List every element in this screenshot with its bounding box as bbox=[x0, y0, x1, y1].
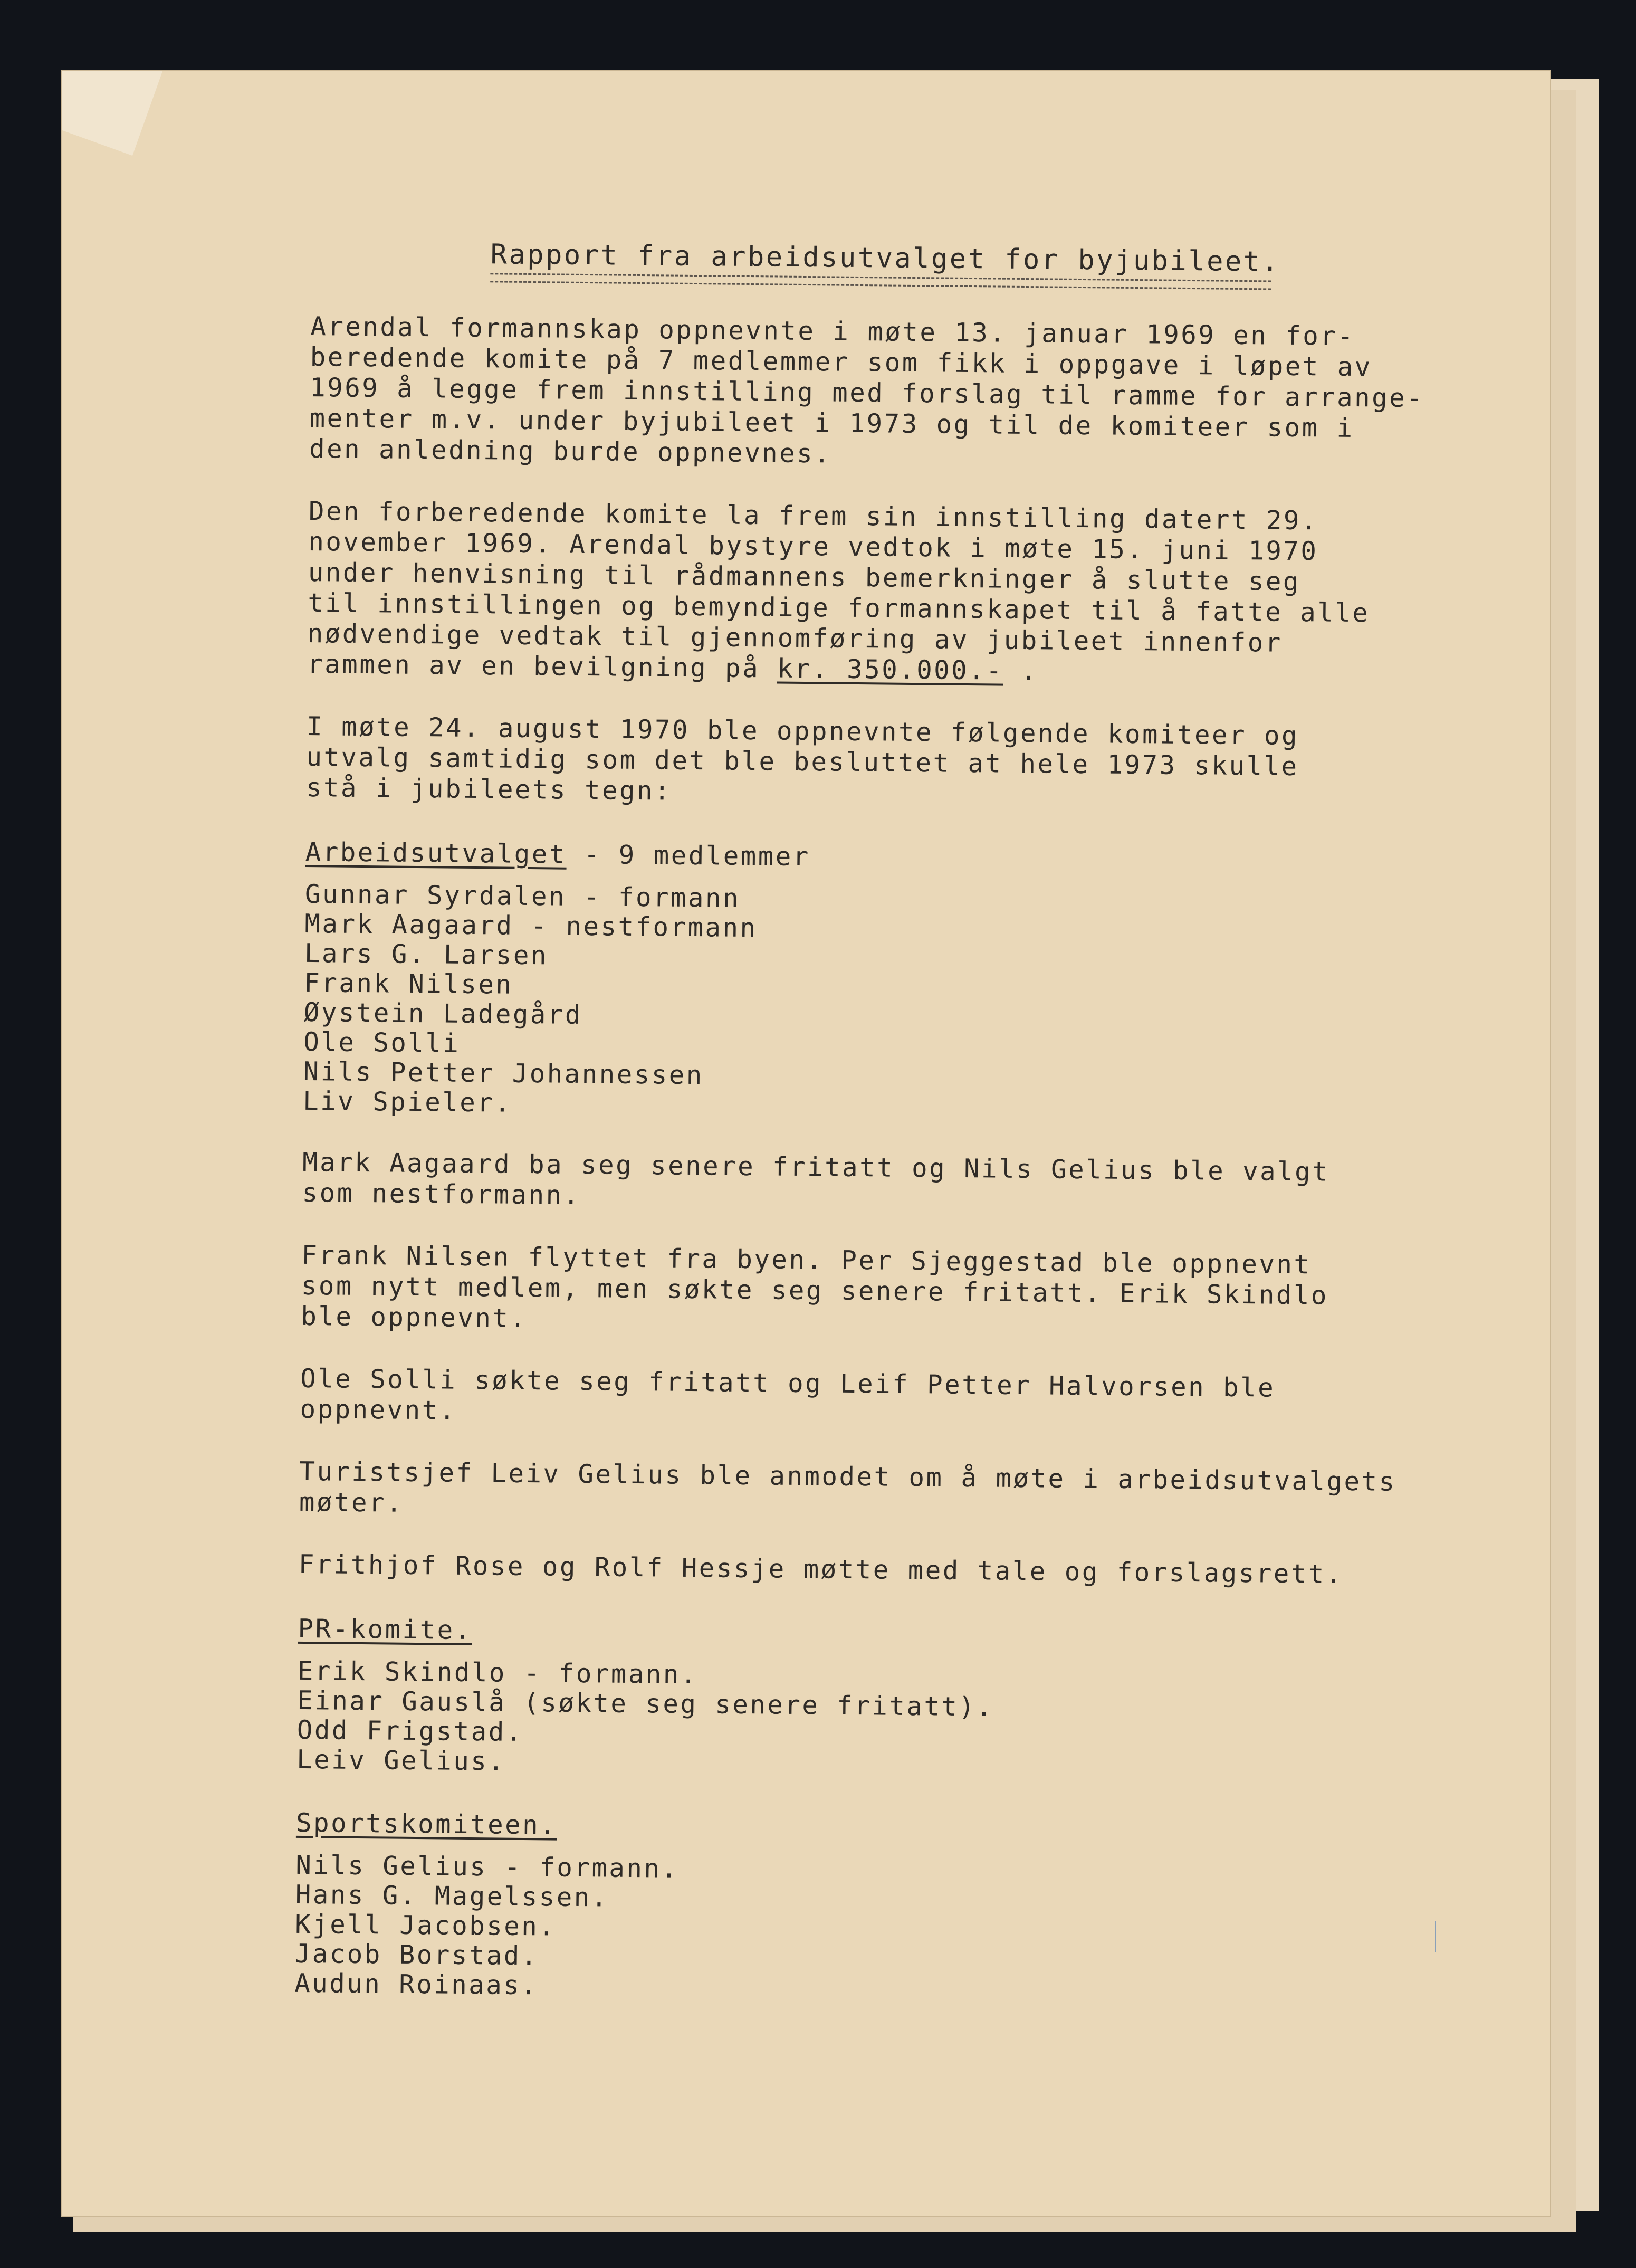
member-item: Ole Solli bbox=[303, 1026, 461, 1059]
paragraph-turistsjef: Turistsjef Leiv Gelius ble anmodet om å møte i arbeidsutvalgets møter. bbox=[299, 1456, 1396, 1518]
member-item: Erik Skindlo - formann. bbox=[297, 1655, 699, 1690]
pr-komite-members bbox=[296, 1656, 1485, 1786]
member-item: Leiv Gelius. bbox=[296, 1744, 506, 1777]
paragraph-proposal-text: Den forberedende komite la frem sin innstilling datert 29. november 1969. Arendal bystyre vedtok i møte 15. juni 1970 under henvisning til rådmannens bemerkninger å slutte seg til innstillingen og bemyndige formannskapet til å fatte alle nødvendige vedtak til gjennomføring av jubileet innenfor rammen av en bevilgning på bbox=[307, 495, 1370, 684]
member-item: Einar Gauslå (søkte seg senere fritatt). bbox=[297, 1685, 994, 1722]
member-item: Nils Petter Johannessen bbox=[303, 1056, 704, 1091]
member-item: Frank Nilsen bbox=[304, 967, 513, 1000]
budget-amount: kr. 350.000.- bbox=[777, 653, 1004, 686]
arbeidsutvalget-members bbox=[303, 879, 1492, 1127]
paragraph-solli: Ole Solli søkte seg fritatt og Leif Petter Halvorsen ble oppnevnt. bbox=[300, 1363, 1276, 1426]
paragraph-rose-hessje: Frithjof Rose og Rolf Hessje møtte med tale og forslagsrett. bbox=[298, 1549, 1344, 1589]
member-item: Nils Gelius - formann. bbox=[295, 1850, 679, 1884]
report-title: Rapport fra arbeidsutvalget for byjubileet. bbox=[490, 239, 1280, 278]
member-item: Hans G. Magelssen. bbox=[295, 1879, 609, 1913]
paragraph-proposal-end: . bbox=[1003, 655, 1039, 687]
typed-report bbox=[294, 237, 1498, 2009]
arbeidsutvalget-heading bbox=[305, 837, 1493, 879]
member-item: Jacob Borstad. bbox=[294, 1938, 539, 1971]
paragraph-appointment: Arendal formannskap oppnevnte i møte 13. januar 1969 en for- beredende komite på 7 medlemmer som fikk i oppgave i løpet av 1969 å legge frem innstilling med forslag til ramme for arrange- menter m.v. under byjubileet i 1973 og til de komiteer som i den anledning burde oppnevnes. bbox=[309, 311, 1424, 469]
member-item: Liv Spieler. bbox=[303, 1085, 512, 1118]
paragraph-proposal bbox=[307, 496, 1496, 691]
arbeidsutvalget-count: - 9 medlemmer bbox=[566, 839, 811, 872]
member-item: Audun Roinaas. bbox=[294, 1968, 539, 2001]
pr-komite-heading bbox=[298, 1614, 1485, 1656]
member-item: Øystein Ladegård bbox=[303, 997, 583, 1030]
sportskomiteen-title: Sportskomiteen. bbox=[295, 1807, 558, 1841]
member-item: Gunnar Syrdalen - formann bbox=[304, 879, 741, 913]
pr-komite-title: PR-komite. bbox=[298, 1613, 472, 1646]
paragraph-nilsen: Frank Nilsen flyttet fra byen. Per Sjeggestad ble oppnevnt som nytt medlem, men søkte seg senere fritatt. Erik Skindlo ble oppnevnt. bbox=[301, 1240, 1329, 1334]
sportskomiteen-members bbox=[294, 1850, 1483, 2009]
member-item: Kjell Jacobsen. bbox=[295, 1909, 557, 1942]
sportskomiteen-heading bbox=[296, 1808, 1483, 1850]
paragraph-committees: I møte 24. august 1970 ble oppnevnte følgende komiteer og utvalg samtidig som det ble besluttet at hele 1973 skulle stå i jubileets tegn: bbox=[305, 711, 1299, 806]
member-item: Mark Aagaard - nestformann bbox=[304, 908, 758, 944]
paragraph-aagaard: Mark Aagaard ba seg senere fritatt og Nils Gelius ble valgt som nestformann. bbox=[302, 1147, 1330, 1211]
member-item: Lars G. Larsen bbox=[304, 938, 549, 971]
member-item: Odd Frigstad. bbox=[296, 1714, 524, 1747]
arbeidsutvalget-title: Arbeidsutvalget bbox=[305, 836, 567, 870]
